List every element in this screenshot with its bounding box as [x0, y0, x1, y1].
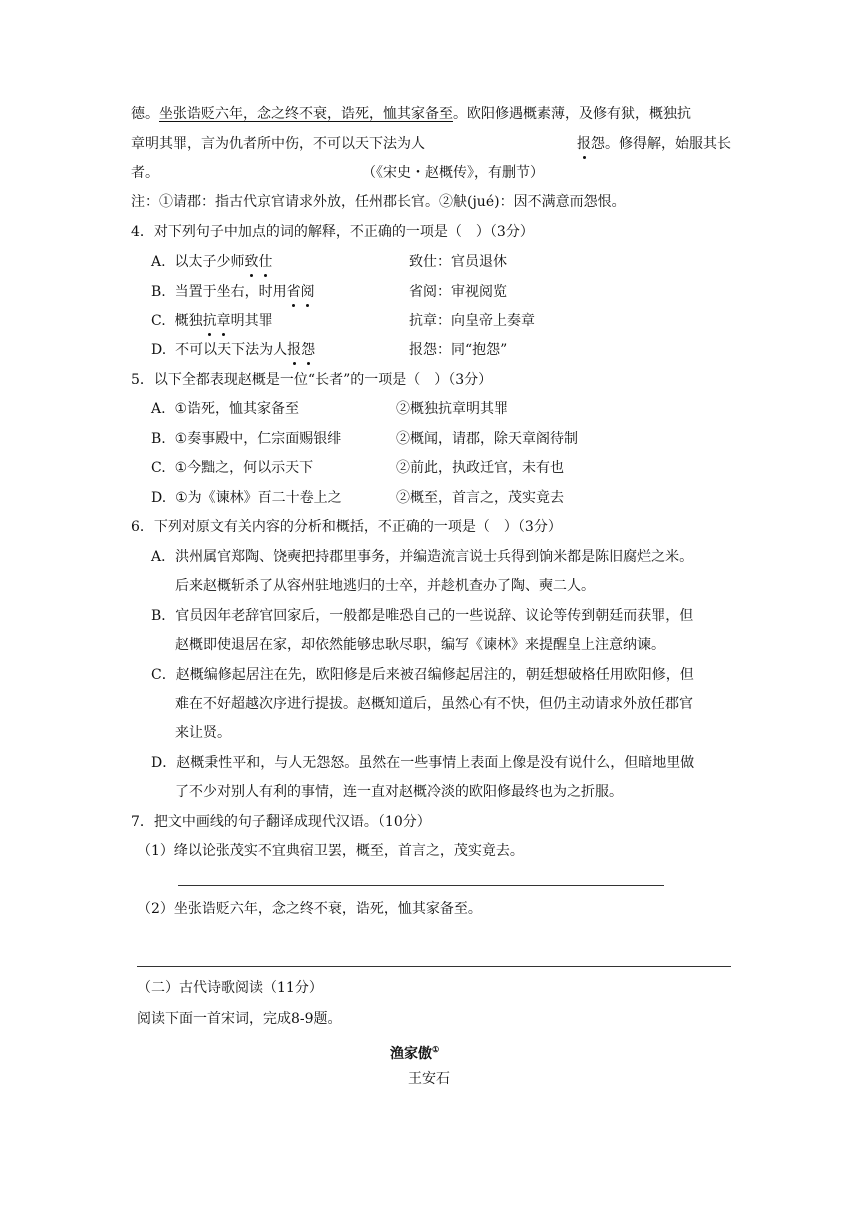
- q4-gloss-b: 省阅：审视阅览: [409, 284, 507, 300]
- q4-option-b: B. 当置于坐右，时用省阅: [151, 284, 315, 300]
- poem-title: 渔家傲①: [390, 1044, 440, 1062]
- section-divider: [137, 966, 731, 967]
- q4-gloss-c: 抗章：向皇帝上奏章: [409, 313, 535, 329]
- q6-option-b-line-2: 赵概即使退居在家，却依然能够忠耿尽职，编写《谏林》来提醒皇上注意纳谏。: [175, 637, 665, 653]
- q6-option-c-line-3: 来让贤。: [175, 725, 231, 741]
- dotted-char: 报: [577, 136, 591, 152]
- q4-gloss-d: 报怨：同“抱怨”: [409, 342, 508, 358]
- section-heading: （二）古代诗歌阅读（11分）: [137, 980, 323, 996]
- passage-source: （《宋史・赵概传》，有删节）: [362, 165, 544, 181]
- answer-line: [178, 885, 664, 886]
- q5-option-b: B. ①奏事殿中，仁宗面赐银绯: [151, 431, 342, 447]
- q6-option-b-line-1: B．官员因年老辞官回家后，一般都是唯恐自己的一些说辞、议论等传到朝廷而获罪，但: [151, 608, 694, 624]
- q7-stem: 7．把文中画线的句子翻译成现代汉语。（10分）: [131, 814, 431, 830]
- q5-option-a-right: ②概独抗章明其罪: [396, 401, 508, 417]
- q5-option-d-right: ②概至，首言之，茂实竟去: [396, 490, 564, 506]
- q6-option-d-line-1: D．赵概秉性平和，与人无怨怒。虽然在一些事情上表面上像是没有说什么，但暗地里做: [151, 755, 695, 771]
- q5-option-d: D. ①为《谏林》百二十卷上之: [151, 490, 342, 506]
- q4-option-c: C. 概独抗章明其罪: [151, 313, 273, 329]
- q4-gloss-a: 致仕：官员退休: [409, 254, 507, 270]
- q4-option-d: D. 不可以天下法为人报怨: [151, 342, 316, 358]
- q5-option-c-right: ②前此，执政迁官，未有也: [396, 460, 564, 476]
- q6-option-a-line-2: 后来赵概斩杀了从容州驻地逃归的士卒，并趁机查办了陶、奭二人。: [175, 578, 595, 594]
- q7-sentence-2: （2）坐张诰贬六年，念之终不衰，诰死，恤其家备至。: [137, 901, 482, 917]
- passage-note: 注：①请郡：指古代京官请求外放，任州郡长官。②觖(jué)：因不满意而怨恨。: [131, 194, 626, 210]
- q4-option-a: A. 以太子少师致仕: [151, 254, 273, 270]
- passage-line-2: 章明其罪，言为仇者所中伤，不可以天下法为人 报怨。修得解，始服其长: [131, 136, 731, 152]
- passage-line-3: 者。: [131, 165, 159, 181]
- q5-option-b-right: ②概闻，请郡，除天章阁待制: [396, 431, 578, 447]
- q6-option-c-line-1: C．赵概编修起居注在先，欧阳修是后来被召编修起居注的，朝廷想破格任用欧阳修，但: [151, 667, 694, 683]
- q6-option-c-line-2: 难在不好超越次序进行提拔。赵概知道后，虽然心有不快，但仍主动请求外放任郡官: [175, 696, 693, 712]
- section-instruction: 阅读下面一首宋词，完成8-9题。: [137, 1011, 342, 1027]
- q6-stem: 6．下列对原文有关内容的分析和概括，不正确的一项是（ ）（3分）: [131, 519, 562, 535]
- q6-option-d-line-2: 了不少对别人有利的事情，连一直对赵概冷淡的欧阳修最终也为之折服。: [175, 784, 623, 800]
- passage-line-1: 德。坐张诰贬六年，念之终不衰，诰死，恤其家备至。欧阳修遇概素薄，及修有狱，概独抗: [131, 106, 691, 122]
- q4-stem: 4．对下列句子中加点的词的解释，不正确的一项是（ ）（3分）: [131, 224, 534, 240]
- underlined-sentence: 坐张诰贬六年，念之终不衰，诰死，恤其家备至: [159, 106, 453, 122]
- footnote-marker: ①: [432, 1044, 440, 1054]
- poem-author: 王安石: [408, 1071, 450, 1087]
- q5-option-a: A. ①诰死，恤其家备至: [151, 401, 300, 417]
- q5-option-c: C. ①今黜之，何以示天下: [151, 460, 314, 476]
- q6-option-a-line-1: A．洪州属官郑陶、饶奭把持郡里事务，并编造流言说士兵得到饷米都是陈旧腐烂之米。: [151, 549, 694, 565]
- q5-stem: 5．以下全都表现赵概是一位“长者”的一项是（ ）（3分）: [131, 372, 493, 388]
- q7-sentence-1: （1）绛以论张茂实不宜典宿卫罢，概至，首言之，茂实竟去。: [137, 843, 524, 859]
